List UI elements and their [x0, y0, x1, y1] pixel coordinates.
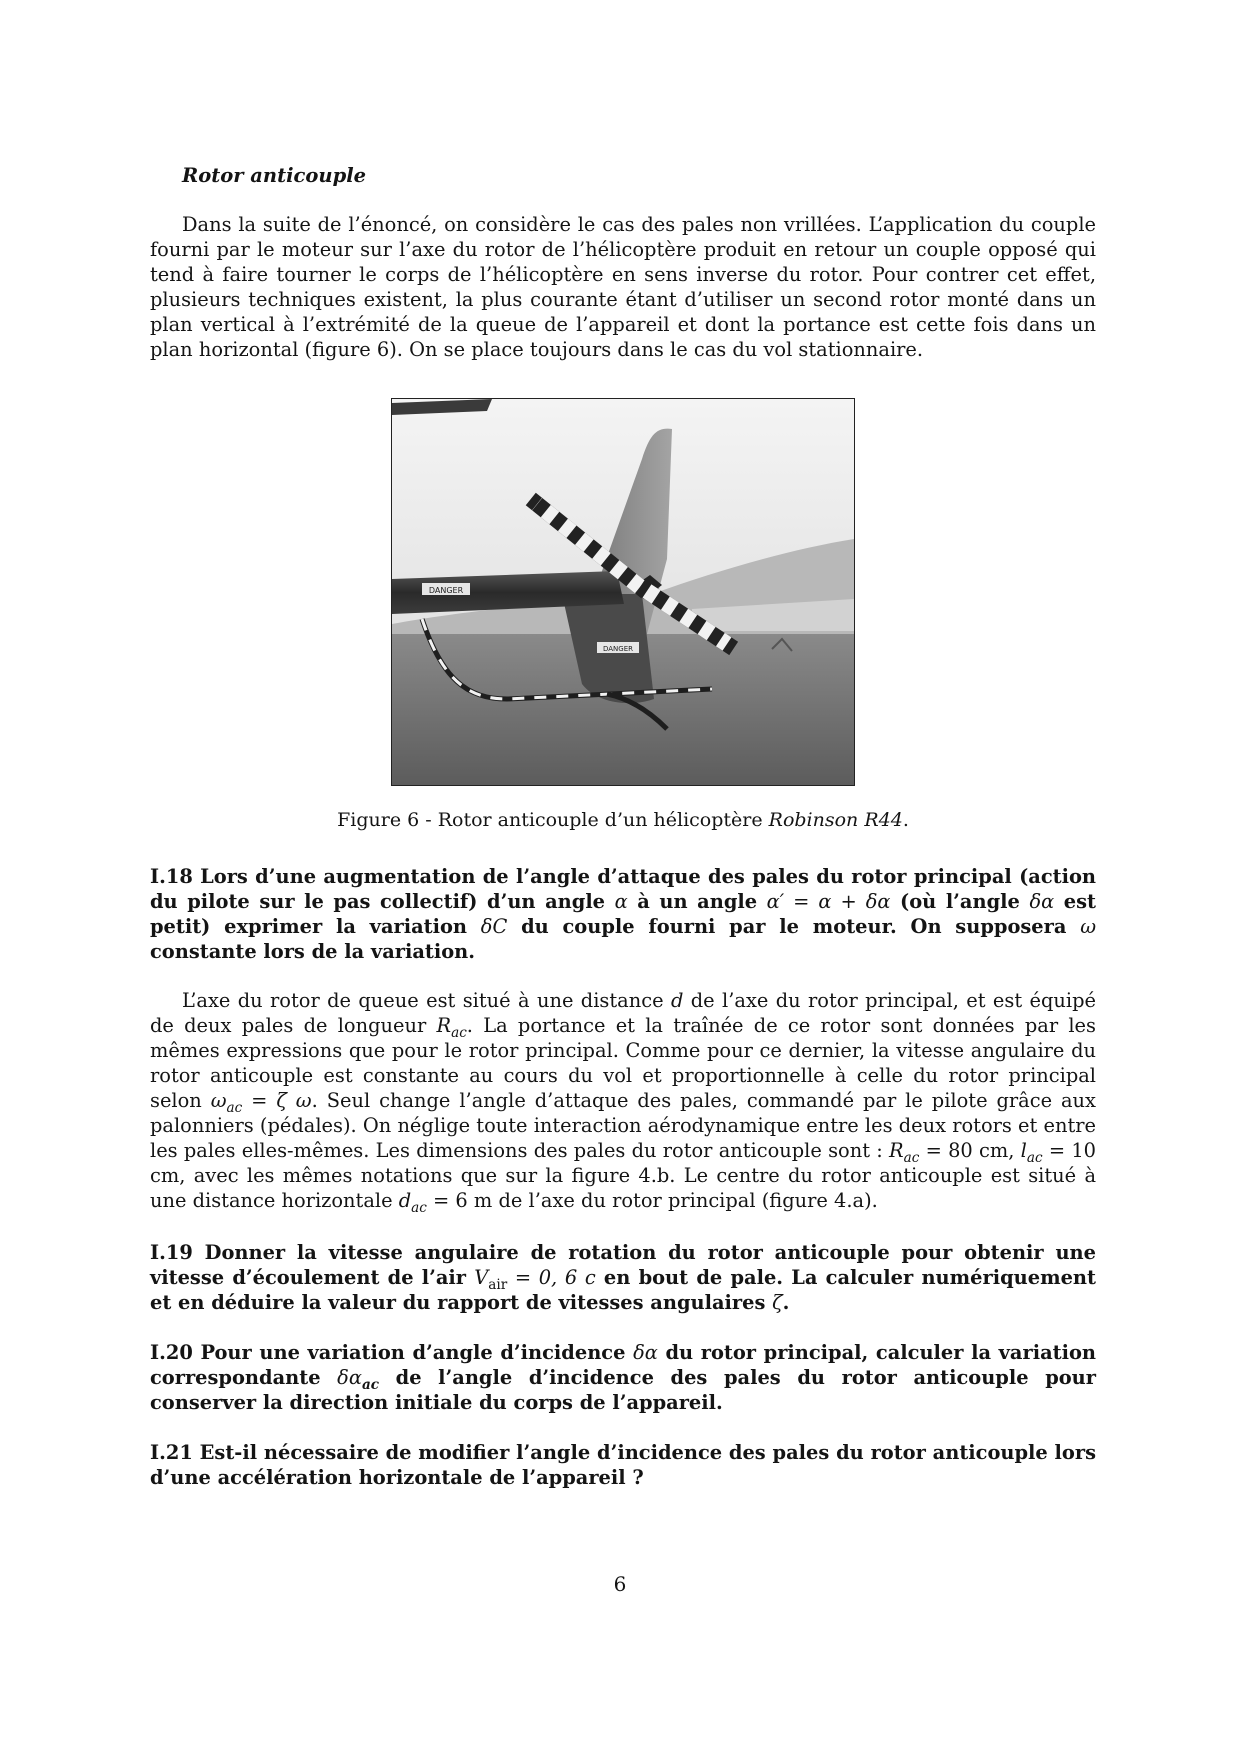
math: δC	[480, 915, 508, 938]
section-title: Rotor anticouple	[182, 164, 367, 187]
page-content	[150, 163, 1096, 1490]
tail-rotor-photo	[392, 399, 854, 785]
math: ω	[1080, 915, 1096, 938]
math: α′ = α + δα	[766, 890, 891, 913]
question-i20: I.20 Pour une variation d’angle d’incidence δα du rotor principal, calculer la variation correspondante $\delta\alpha_{ac}$ de l’angle d’incidence des pales du rotor anticouple pour conserver la direction initiale du corps de l’appareil.	[150, 1341, 1096, 1414]
question-i19: I.19 Donner la vitesse angulaire de rotation du rotor anticouple pour obtenir une vitesse d’écoulement de l’air $V_{air} = 0$, 6 c en bout de pale. La calculer numériquement et en déduire la valeur du rapport de vitesses angulaires ζ.	[150, 1241, 1096, 1314]
page-number: 6	[613, 1572, 627, 1596]
tail-rotor-paragraph: L’axe du rotor de queue est situé à une distance d de l’axe du rotor principal, et est équipé de deux pales de longueur $R_{ac}$. La portance et la traînée de ce rotor sont données par les mêmes expressions que pour le rotor principal. Comme pour ce dernier, la vitesse angulaire du rotor anticouple est constante au cours du vol et proportionnelle à celle du rotor principal selon $\omega_{ac} = \zeta$ ω. Seul change l’angle d’attaque des pales, commandé par le pilote grâce aux palonniers (pédales). On néglige toute interaction aérodynamique entre les deux rotors et entre les pales elles-mêmes. Les dimensions des pales du rotor anticouple sont : $R_{ac} = 80$ cm, $l_{ac} = 10$ cm, avec les mêmes notations que sur la figure 4.b. Le centre du rotor anticouple est situé à une distance horizontale $d_{ac} = 6$ m de l’axe du rotor principal (figure 4.a).	[150, 989, 1096, 1216]
question-i21: I.21 Est-il nécessaire de modifier l’angle d’incidence des pales du rotor anticouple lors d’une accélération horizontale de l’appareil ?	[150, 1441, 1096, 1489]
caption-prefix: Figure 6 - Rotor anticouple d’un hélicoptère	[337, 809, 769, 831]
question-number: I.19	[150, 1241, 193, 1264]
question-number: I.21	[150, 1441, 193, 1464]
figure-caption	[150, 808, 1096, 833]
caption-suffix: .	[902, 809, 909, 831]
danger-sticker-boom-text: DANGER	[428, 586, 464, 595]
intro-paragraph: Dans la suite de l’énoncé, on considère le cas des pales non vrillées. L’application du couple fourni par le moteur sur l’axe du rotor de l’hélicoptère produit en retour un couple opposé qui tend à faire tourner le corps de l’hélicoptère en sens inverse du rotor. Pour contrer cet effet, plusieurs techniques existent, la plus courante étant d’utiliser un second rotor monté dans un plan vertical à l’extrémité de la queue de l’appareil et dont la portance est cette fois dans un plan horizontal (figure 6). On se place toujours dans le cas du vol stationnaire.	[150, 213, 1096, 361]
question-number: I.20	[150, 1341, 193, 1364]
math: δα	[1029, 890, 1055, 913]
caption-model: Robinson R44	[768, 809, 903, 831]
figure-photo	[391, 398, 855, 786]
question-number: I.18	[150, 865, 193, 888]
danger-sticker-fin-text: DANGER	[602, 645, 634, 653]
question-i18: I.18 Lors d’une augmentation de l’angle d’attaque des pales du rotor principal (action du pilote sur le pas collectif) d’un angle α à un angle α′ = α + δα (où l’angle δα est petit) exprimer la variation δC du couple fourni par le moteur. On supposera ω constante lors de la variation.	[150, 865, 1096, 963]
math: α	[614, 890, 628, 913]
